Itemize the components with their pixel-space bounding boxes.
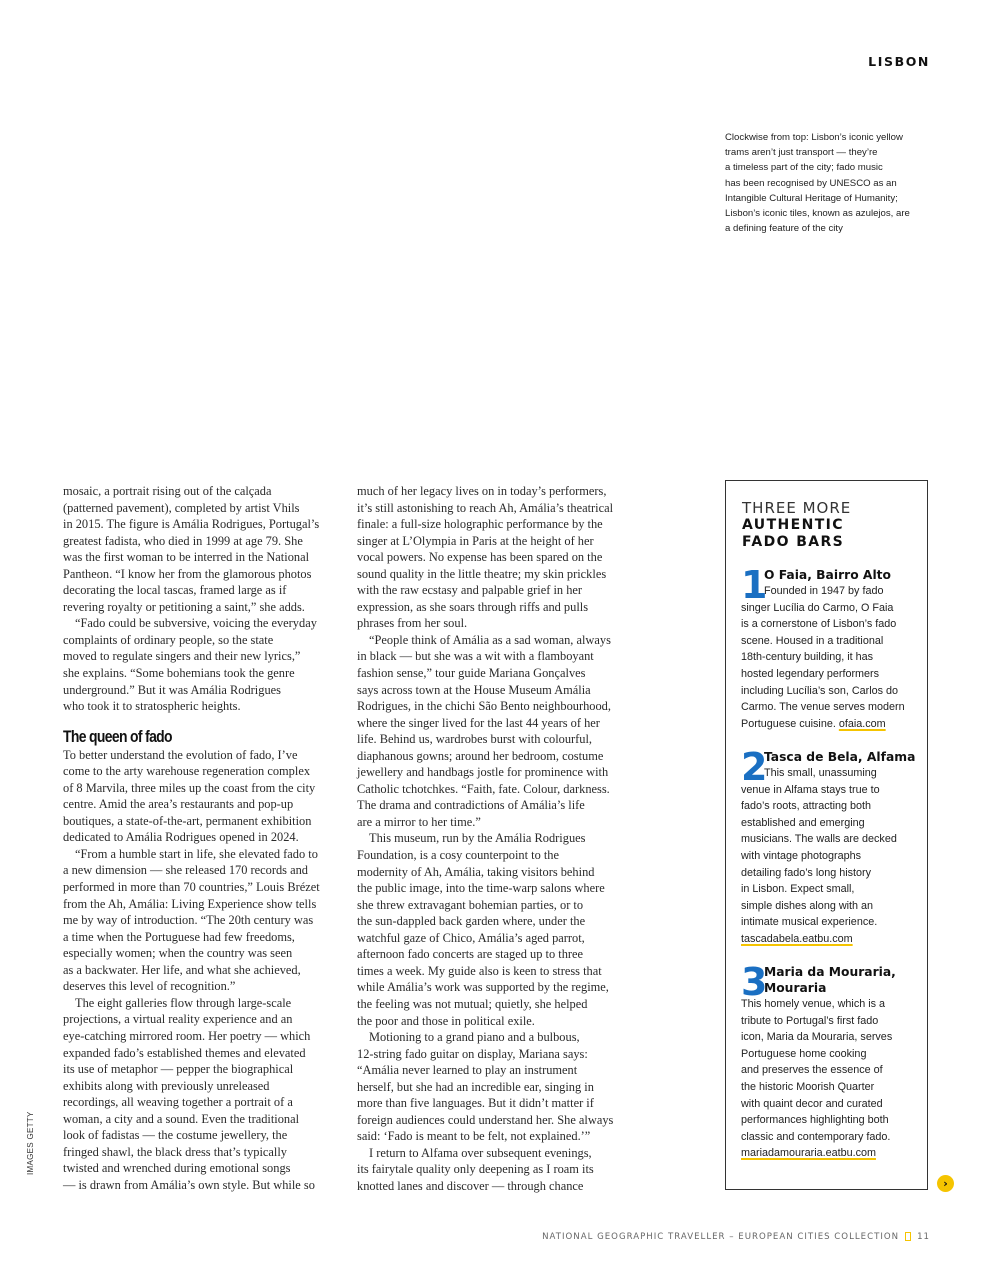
mariadamouraria-link[interactable]: mariadamouraria.eatbu.com xyxy=(741,1147,877,1160)
text-line: intimate musical experience. xyxy=(741,916,878,929)
text-line: Rodrigues, in the chichi São Bento neighbourhood, xyxy=(357,699,611,714)
text-line: hosted legendary performers xyxy=(741,667,880,680)
paragraph xyxy=(357,1145,642,1195)
text-line: classic and contemporary fado. xyxy=(741,1130,891,1143)
text-line: is a cornerstone of Lisbon’s fado xyxy=(741,618,897,631)
text-line: the sun-dappled back garden where, under the xyxy=(357,914,586,929)
text-line: The drama and contradictions of Amália’s life xyxy=(357,798,585,813)
text-line: and preserves the essence of xyxy=(741,1064,883,1077)
text-line: the feeling was not mutual; quietly, she helped xyxy=(357,996,588,1011)
text-line: jewellery and handbags jostle for prominence with xyxy=(357,765,609,780)
sidebar-title xyxy=(742,500,851,550)
text-line: phrases from her soul. xyxy=(357,616,468,631)
text-line: fado’s roots, attracting both xyxy=(741,800,872,813)
text-line: simple dishes along with an xyxy=(741,899,874,912)
text-line: complaints of ordinary people, so the state xyxy=(63,632,274,647)
text-line: a new dimension — she released 170 records and xyxy=(63,863,308,878)
text-line: says across town at the House Museum Amália xyxy=(357,682,591,697)
text-line: woman, a city and a sound. Even the traditional xyxy=(63,1111,300,1126)
text-line: life. Behind us, wardrobes burst with colourful, xyxy=(357,732,593,747)
text-line: singer at L’Olympia in Paris at the height of her xyxy=(357,533,594,548)
page-number: 11 xyxy=(917,1232,930,1242)
text-line: “People think of Amália as a sad woman, always xyxy=(369,632,611,647)
entry-number: 1 xyxy=(741,563,768,607)
text-line: expression, as she soars through riffs and pulls xyxy=(357,599,589,614)
text-line: sound quality in the little theatre; my skin prickles xyxy=(357,566,607,581)
text-line: especially women; when the country was seen xyxy=(63,946,293,961)
caption-line: trams aren’t just transport — they’re xyxy=(725,147,878,159)
text-line: Founded in 1947 by fado xyxy=(764,585,884,597)
text-line: Motioning to a grand piano and a bulbous, xyxy=(369,1030,580,1045)
text-line: was the first woman to be interred in the National xyxy=(63,550,310,565)
text-line: herself, but she had an incredible ear, singing in xyxy=(357,1079,594,1094)
text-line: boutiques, a state-of-the-art, permanent exhibition xyxy=(63,813,312,828)
paragraph xyxy=(63,995,348,1194)
text-line: exhibits along with previously unreleased xyxy=(63,1078,270,1093)
caption-line: Lisbon’s iconic tiles, known as azulejos, are xyxy=(725,208,910,220)
text-line: with quaint decor and curated xyxy=(741,1097,883,1110)
text-line: twisted and wrenched during emotional songs xyxy=(63,1161,291,1176)
text-line: watchful gaze of Chico, Amália’s aged parrot, xyxy=(357,930,585,945)
text-line: This museum, run by the Amália Rodrigues xyxy=(369,831,586,846)
photo-credit: IMAGES GETTY xyxy=(26,1111,35,1175)
paragraph xyxy=(63,846,348,995)
caption-line: a defining feature of the city xyxy=(725,223,843,235)
text-line: projections, a virtual reality experience and an xyxy=(63,1012,293,1027)
sidebar-title-bold: AUTHENTIC xyxy=(742,517,844,533)
fado-bar-entry-3 xyxy=(741,960,926,1162)
entry-name: Tasca de Bela, Alfama xyxy=(764,750,916,764)
text-line: Portuguese cuisine. xyxy=(741,717,836,730)
text-line: while Amália’s work was supported by the regime, xyxy=(357,980,609,995)
caption-line: Clockwise from top: Lisbon’s iconic yellow xyxy=(725,132,903,143)
text-line: come to the arty warehouse regeneration complex xyxy=(63,764,311,779)
text-line: revering royalty or petitioning a saint,” she adds. xyxy=(63,599,305,614)
text-line: foreign audiences could understand her. She always xyxy=(357,1112,614,1127)
text-line: greatest fadista, who died in 1999 at age 79. She xyxy=(63,533,303,548)
fado-bars-sidebar xyxy=(725,480,928,1190)
text-line: its fairytale quality only deepening as I roam its xyxy=(357,1162,594,1177)
text-line: said: ‘Fado is meant to be felt, not explained.’” xyxy=(357,1129,591,1144)
sidebar-title-light: THREE MORE xyxy=(742,499,852,517)
text-line: it’s still astonishing to reach Ah, Amália’s theatrical xyxy=(357,500,614,515)
text-line: modernity of Ah, Amália, taking visitors behind xyxy=(357,864,595,879)
text-line: as a backwater. Her life, and what she achieved, xyxy=(63,962,301,977)
fado-bar-entry-2 xyxy=(741,745,926,948)
text-line: musicians. The walls are decked xyxy=(741,833,897,846)
text-line: “From a humble start in life, she elevated fado to xyxy=(75,846,318,861)
text-line: dedicated to Amália Rodrigues opened in 2024. xyxy=(63,830,299,845)
next-page-button[interactable] xyxy=(937,1175,954,1192)
text-line: This homely venue, which is a xyxy=(741,998,886,1010)
text-line: Carmo. The venue serves modern xyxy=(741,701,905,714)
text-line: fringed shawl, the black dress that’s typically xyxy=(63,1144,288,1159)
entry-name: Maria da Mouraria, xyxy=(764,965,896,979)
text-line: the poor and those in political exile. xyxy=(357,1013,535,1028)
paragraph xyxy=(63,615,348,714)
tascadabela-link[interactable]: tascadabela.eatbu.com xyxy=(741,932,853,945)
paragraph xyxy=(357,632,642,831)
text-line: from the Ah, Amália: Living Experience show tells xyxy=(63,896,317,911)
caption-line: a timeless part of the city; fado music xyxy=(725,162,883,174)
text-line: eye-catching mirrored room. Her poetry — which xyxy=(63,1028,311,1043)
text-line: moved to regulate singers and their new lyrics,” xyxy=(63,649,301,664)
text-line: deserves this level of recognition.” xyxy=(63,979,236,994)
text-line: mosaic, a portrait rising out of the calçada xyxy=(63,484,272,498)
text-line: where the singer lived for the last 44 years of her xyxy=(357,715,600,730)
text-line: venue in Alfama stays true to xyxy=(741,783,880,796)
text-line: of 8 Marvila, three miles up the coast from the city xyxy=(63,780,316,795)
text-line: “Fado could be subversive, voicing the everyday xyxy=(75,616,317,631)
text-line: afternoon fado concerts are staged up to three xyxy=(357,947,584,962)
text-line: its use of metaphor — pepper the biographical xyxy=(63,1062,294,1077)
text-line: scene. Housed in a traditional xyxy=(741,634,884,647)
page-footer xyxy=(542,1232,930,1242)
text-line: in Lisbon. Expect small, xyxy=(741,883,855,896)
text-line: Catholic tchotchkes. “Faith, fate. Colour, darkness. xyxy=(357,781,610,796)
text-line: much of her legacy lives on in today’s performers, xyxy=(357,484,607,498)
article-column-1 xyxy=(63,483,348,1193)
text-line: with vintage photographs xyxy=(741,849,862,862)
publication-name: NATIONAL GEOGRAPHIC TRAVELLER – EUROPEAN CITIES COLLECTION xyxy=(542,1232,900,1242)
text-line: established and emerging xyxy=(741,816,865,829)
paragraph xyxy=(357,1029,642,1145)
text-line: with the raw ecstasy and palpable grief in her xyxy=(357,583,583,598)
photo-caption xyxy=(725,130,935,236)
text-line: I return to Alfama over subsequent evenings, xyxy=(369,1145,592,1160)
caption-line: Intangible Cultural Heritage of Humanity; xyxy=(725,192,898,204)
ofaia-link[interactable]: ofaia.com xyxy=(838,717,886,730)
entry-number: 3 xyxy=(741,960,768,1004)
text-line: recordings, all weaving together a portrait of a xyxy=(63,1095,293,1110)
text-line: times a week. My guide also is keen to stress that xyxy=(357,963,602,978)
text-line: who took it to stratospheric heights. xyxy=(63,699,241,714)
text-line: the public image, into the time-warp salons where xyxy=(357,881,605,896)
text-line: centre. Amid the area’s restaurants and pop-up xyxy=(63,797,294,812)
text-line: icon, Maria da Mouraria, serves xyxy=(741,1031,893,1044)
text-line: she explains. “Some bohemians took the genre xyxy=(63,666,295,681)
text-line: including Lucília’s son, Carlos do xyxy=(741,684,899,697)
chevron-right-icon: › xyxy=(943,1177,948,1190)
text-line: look of fadistas — the costume jewellery, the xyxy=(63,1128,288,1143)
text-line: tribute to Portugal’s first fado xyxy=(741,1014,879,1027)
paragraph xyxy=(63,747,348,846)
text-line: the historic Moorish Quarter xyxy=(741,1080,875,1093)
text-line: expanded fado’s established themes and elevated xyxy=(63,1045,306,1060)
text-line: The eight galleries flow through large-scale xyxy=(75,995,292,1010)
text-line: diaphanous gowns; around her bedroom, costume xyxy=(357,748,604,763)
text-line: Portuguese home cooking xyxy=(741,1047,867,1060)
text-line: 18th-century building, it has xyxy=(741,651,874,664)
entry-name: Mouraria xyxy=(764,981,827,995)
text-line: “Amália never learned to play an instrument xyxy=(357,1063,578,1078)
text-line: finale: a full-size holographic performance by the xyxy=(357,517,603,532)
text-line: she threw extravagant bohemian parties, or to xyxy=(357,897,584,912)
text-line: a time when the Portuguese had few freedoms, xyxy=(63,929,295,944)
entry-name: O Faia, Bairro Alto xyxy=(764,568,891,582)
fado-bar-entry-1 xyxy=(741,563,926,732)
text-line: Foundation, is a cosy counterpoint to the xyxy=(357,848,560,863)
text-line: (patterned pavement), completed by artist Vhils xyxy=(63,500,300,515)
text-line: singer Lucília do Carmo, O Faia xyxy=(741,601,894,614)
text-line: fashion sense,” tour guide Mariana Gonçalves xyxy=(357,666,586,681)
text-line: decorating the local tascas, framed large as if xyxy=(63,583,287,598)
text-line: in 2015. The figure is Amália Rodrigues, Portugal’s xyxy=(63,517,320,532)
text-line: knotted lanes and discover — through chance xyxy=(357,1178,584,1193)
entry-number: 2 xyxy=(741,745,768,789)
text-line: Pantheon. “I know her from the glamorous photos xyxy=(63,566,312,581)
text-line: performances highlighting both xyxy=(741,1114,889,1127)
text-line: detailing fado’s long history xyxy=(741,866,872,879)
caption-line: has been recognised by UNESCO as an xyxy=(725,177,897,189)
text-line: performed in more than 70 countries,” Louis Brézet xyxy=(63,880,320,895)
text-line: This small, unassuming xyxy=(764,767,877,779)
text-line: To better understand the evolution of fado, I’ve xyxy=(63,747,298,762)
text-line: underground.” But it was Amália Rodrigues xyxy=(63,682,281,697)
sidebar-title-bold: FADO BARS xyxy=(742,533,845,550)
section-label: LISBON xyxy=(868,54,930,69)
paragraph xyxy=(357,830,642,1029)
paragraph xyxy=(357,483,642,632)
text-line: vocal powers. No expense has been spared on the xyxy=(357,550,603,565)
text-line: in black — but she was a wit with a flamboyant xyxy=(357,649,594,664)
text-line: — is drawn from Amália’s own style. But while so xyxy=(63,1177,315,1192)
footer-separator-icon xyxy=(905,1232,911,1241)
text-line: are a mirror to her time.” xyxy=(357,814,481,829)
paragraph xyxy=(63,483,348,615)
text-line: 12-string fado guitar on display, Mariana says: xyxy=(357,1046,588,1061)
section-subheading: The queen of fado xyxy=(63,726,172,746)
text-line: more than five languages. But it didn’t matter if xyxy=(357,1096,594,1111)
text-line: me by way of introduction. “The 20th century was xyxy=(63,913,314,928)
article-column-2 xyxy=(357,483,642,1195)
